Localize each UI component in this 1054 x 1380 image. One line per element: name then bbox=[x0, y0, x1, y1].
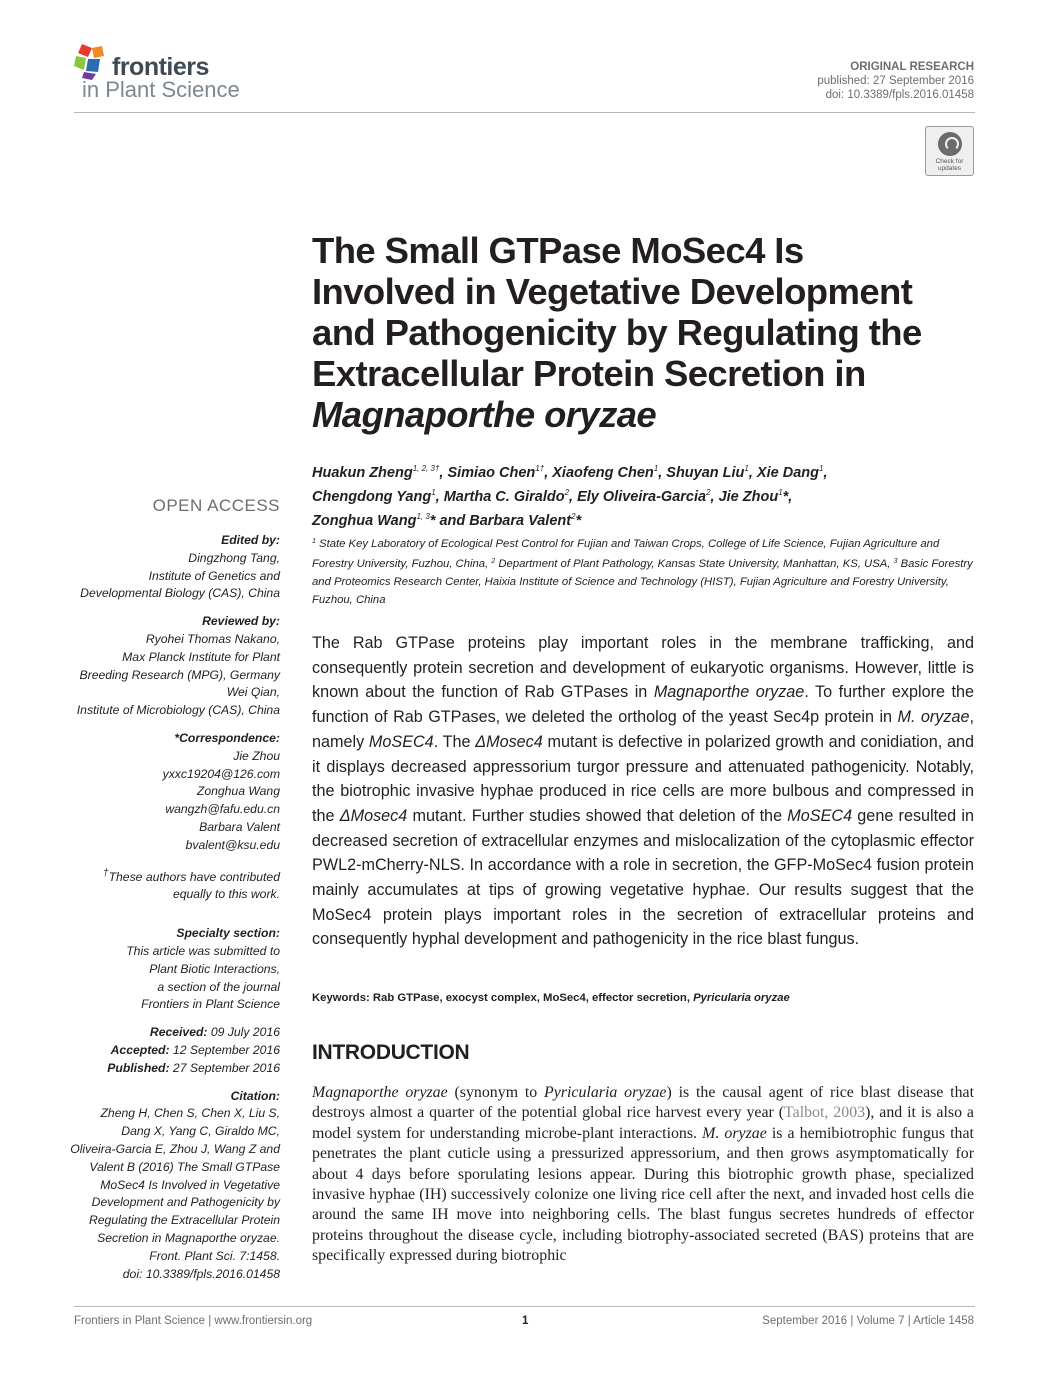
article-info-sidebar bbox=[60, 496, 280, 1283]
article-type: ORIGINAL RESEARCH bbox=[850, 61, 974, 73]
journal-logo[interactable] bbox=[74, 42, 294, 104]
footer-issue-info: September 2016 | Volume 7 | Article 1458 bbox=[762, 1315, 974, 1327]
citation-link[interactable]: Talbot, 2003 bbox=[784, 1104, 866, 1122]
article-title: The Small GTPase MoSec4 Is Involved in Vegetative Development and Pathogenicity by Regulating the Extracellular Protein Secretion in Magnaporthe oryzae bbox=[312, 230, 922, 435]
email-link[interactable]: bvalent@ksu.edu bbox=[185, 837, 280, 852]
email-link[interactable]: yxxc19204@126.com bbox=[162, 766, 280, 781]
keywords: Keywords: Rab GTPase, exocyst complex, MoSec4, effector secretion, Pyricularia oryzae bbox=[312, 992, 790, 1004]
article-dates: Received: 09 July 2016 Accepted: 12 September 2016 Published: 27 September 2016 bbox=[107, 1025, 280, 1075]
reviewer-info: Ryohei Thomas Nakano, Max Planck Institute for Plant Breeding Research (MPG), Germany Wei Qian, Institute of Microbiology (CAS), China bbox=[76, 631, 280, 718]
footer-divider bbox=[74, 1306, 975, 1307]
frontiers-logo-icon bbox=[74, 44, 108, 80]
correspondence-info: Jie Zhou yxxc19204@126.com Zonghua Wang wangzh@fafu.edu.cn Barbara Valent bvalent@ksu.edu bbox=[60, 748, 280, 855]
logo-wordmark: frontiers bbox=[112, 53, 209, 81]
bookmark-icon bbox=[938, 132, 962, 156]
abstract: The Rab GTPase proteins play important roles in the membrane trafficking, and consequently protein secretion and development of eukaryotic organisms. However, little is known about the function of Rab GTPases in Magnaporthe oryzae. To further explore the function of Rab GTPases, we deleted the ortholog of the yeast Sec4p protein in M. oryzae, namely MoSEC4. The ΔMosec4 mutant is defective in polarized growth and conidiation, and it displays decreased appressorium turgor pressure and attenuated pathogenicity. Notably, the biotrophic invasive hyphae produced in rice cells are more bulbous and compressed in the ΔMosec4 mutant. Further studies showed that deletion of the MoSEC4 gene resulted in decreased secretion of extracellular enzymes and mislocalization of the cytoplasmic effector PWL2-mCherry-NLS. In accordance with a role in secretion, the GFP-MoSec4 fusion protein mainly accumulates at tips of growing vegetative hyphae. Our results suggest that the MoSec4 protein plays important roles in the secretion of extracellular proteins and consequently hyphal development and pathogenicity in the rice blast fungus. bbox=[312, 634, 975, 949]
editor-info: Dingzhong Tang, Institute of Genetics and Developmental Biology (CAS), China bbox=[80, 550, 280, 601]
reviewed-by-heading: Reviewed by: bbox=[202, 614, 280, 629]
page-number: 1 bbox=[522, 1315, 529, 1327]
author-list: Huakun Zheng$^{1, 2, 3\dagger}$, Simiao Chen$^{1\dagger}$, Xiaofeng Chen$^1$, Shuyan Liu$^1$, Xie Dang$^1$, Chengdong Yang$^1$, Martha C. Giraldo$^2$, Ely Oliveira-Garcia$^2$, Jie Zhou$^1$*, Zonghua Wang$^{1, 3}$* and Barbara Valent$^2$* bbox=[312, 464, 828, 529]
specialty-section-info: This article was submitted to Plant Biotic Interactions, a section of the journal Frontiers in Plant Science bbox=[126, 944, 280, 1012]
logo-journal-name: in Plant Science bbox=[82, 77, 240, 102]
affiliations: $^1$ State Key Laboratory of Ecological Pest Control for Fujian and Taiwan Crops, College of Life Science, Fujian Agriculture and Forestry University, Fuzhou, China, $^2$ Department of Plant Pathology, Kansas State University, Manhattan, KS, USA, $^3$ Basic Forestry and Proteomics Research Center, Haixia Institute of Science and Technology (HIST), Fujian Agriculture and Forestry University, Fuzhou, China bbox=[312, 538, 973, 606]
equal-contribution-note: †These authors have contributed equally to this work. bbox=[102, 867, 280, 902]
edited-by-heading: Edited by: bbox=[221, 533, 280, 547]
check-for-updates-label: Check for updates bbox=[935, 158, 964, 172]
section-heading-introduction: INTRODUCTION bbox=[312, 1041, 470, 1064]
open-access-label: OPEN ACCESS bbox=[152, 496, 280, 515]
doi-link[interactable]: doi: 10.3389/fpls.2016.01458 bbox=[825, 89, 974, 101]
published-date: published: 27 September 2016 bbox=[817, 75, 974, 87]
citation-heading: Citation: bbox=[230, 1088, 280, 1103]
specialty-section-heading: Specialty section: bbox=[176, 926, 280, 941]
email-link[interactable]: wangzh@fafu.edu.cn bbox=[165, 802, 280, 817]
citation-info: Zheng H, Chen S, Chen X, Liu S, Dang X, Yang C, Giraldo MC, Oliveira-Garcia E, Zhou J, Wang Z and Valent B (2016) The Small GTPase MoSec4 Is Involved in Vegetative Development and Pathogenicity by Regulating the Extracellular Protein Secretion in Magnaporthe oryzae. Front. Plant Sci. 7:1458. doi: 10.3389/fpls.2016.01458 bbox=[70, 1106, 280, 1281]
header-divider bbox=[74, 112, 975, 113]
correspondence-heading: *Correspondence: bbox=[174, 730, 280, 745]
footer-journal-link[interactable]: Frontiers in Plant Science | www.frontiersin.org bbox=[74, 1315, 313, 1327]
check-for-updates-button[interactable] bbox=[925, 126, 974, 176]
introduction-text: Magnaporthe oryzae (synonym to Pyricularia oryzae) is the causal agent of rice blast disease that destroys almost a quarter of the potential global rice harvest every year (Talbot, 2003), and it is also a model system for understanding microbe-plant interactions. M. oryzae is a hemibiotrophic fungus that penetrates the plant cuticle using a pressurized appressorium, and then grows asymptomatically for about 4 days before sporulating lesions appear. During this biotrophic growth phase, specialized invasive hyphae (IH) successively colonize one living rice cell after the next, and invaded host cells die around the same IH move into neighboring cells. The blast fungus secretes hundreds of effector proteins throughout the disease cycle, including biotrophy-associated secreted (BAS) proteins that are specifically expressed during biotrophic bbox=[312, 1084, 975, 1265]
publication-info bbox=[817, 60, 974, 102]
